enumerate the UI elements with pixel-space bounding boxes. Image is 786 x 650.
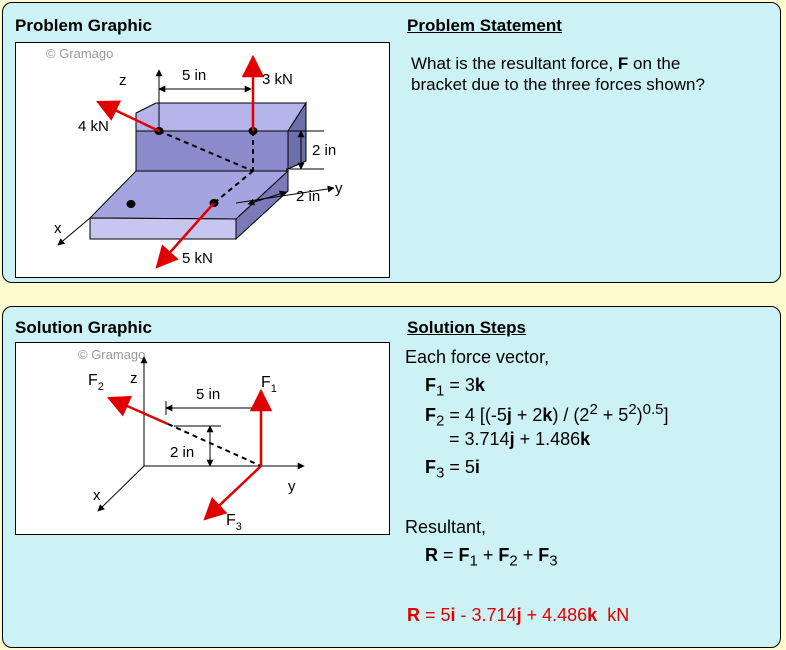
force-3kN-label: 3 kN: [262, 71, 293, 88]
axis-y-label: y: [335, 180, 343, 197]
bracket: [90, 103, 306, 239]
axis-z-label: z: [130, 370, 138, 387]
axis-x-label: x: [54, 220, 62, 237]
label-F3: $F_3$: [226, 512, 242, 533]
step-F1: $F_1 = 3k$: [425, 375, 485, 400]
dim-2in-depth: 2 in: [296, 188, 321, 205]
solution-graphic: [15, 342, 390, 535]
solution-panel: [2, 306, 781, 648]
step-F2: $F_2 = 4$ $[(-5j + 2k) / (2^2 + 5^2)^{0.5}]$: [425, 401, 669, 430]
problem-graphic: [15, 42, 390, 278]
watermark: © Gramago: [78, 347, 146, 362]
dim-5in: 5 in: [196, 386, 221, 403]
axis-x-label: x: [93, 487, 101, 504]
problem-diagram: [16, 43, 391, 279]
axis-z-label: z: [119, 72, 127, 89]
axis-y-label: y: [288, 478, 296, 495]
problem-panel: [2, 2, 781, 283]
dim-2in-vertical: 2 in: [312, 142, 337, 159]
step-intro: Each force vector,: [405, 347, 550, 367]
watermark: © Gramago: [46, 46, 114, 61]
dim-2in: 2 in: [170, 444, 195, 461]
solution-steps-title: Solution Steps: [407, 318, 526, 337]
step-resultant-sum: $R = F_1 + F_2 + F_3$: [425, 545, 558, 570]
problem-graphic-title: Problem Graphic: [15, 16, 152, 35]
step-final-answer: R = 5i - 3.714j + 4.486k kN: [407, 605, 630, 625]
solution-diagram: [16, 343, 391, 536]
dim-5in: 5 in: [182, 67, 207, 84]
problem-statement-text: What is the resultant force, F on the bracket due to the three forces shown?: [411, 54, 705, 94]
force-5kN-label: 5 kN: [182, 250, 213, 267]
step-resultant-label: Resultant,: [405, 517, 487, 537]
force-4kN-label: 4 kN: [78, 118, 109, 135]
solution-graphic-title: Solution Graphic: [15, 318, 152, 337]
axes: [98, 357, 304, 511]
step-F2-result: = 3.714j + 1.486k: [449, 429, 591, 449]
problem-statement-title: Problem Statement: [407, 16, 562, 35]
step-F3: $F_3 = 5i$: [425, 457, 480, 482]
label-F1: $F_1$: [261, 374, 277, 395]
label-F2: $F_2$: [88, 372, 104, 393]
